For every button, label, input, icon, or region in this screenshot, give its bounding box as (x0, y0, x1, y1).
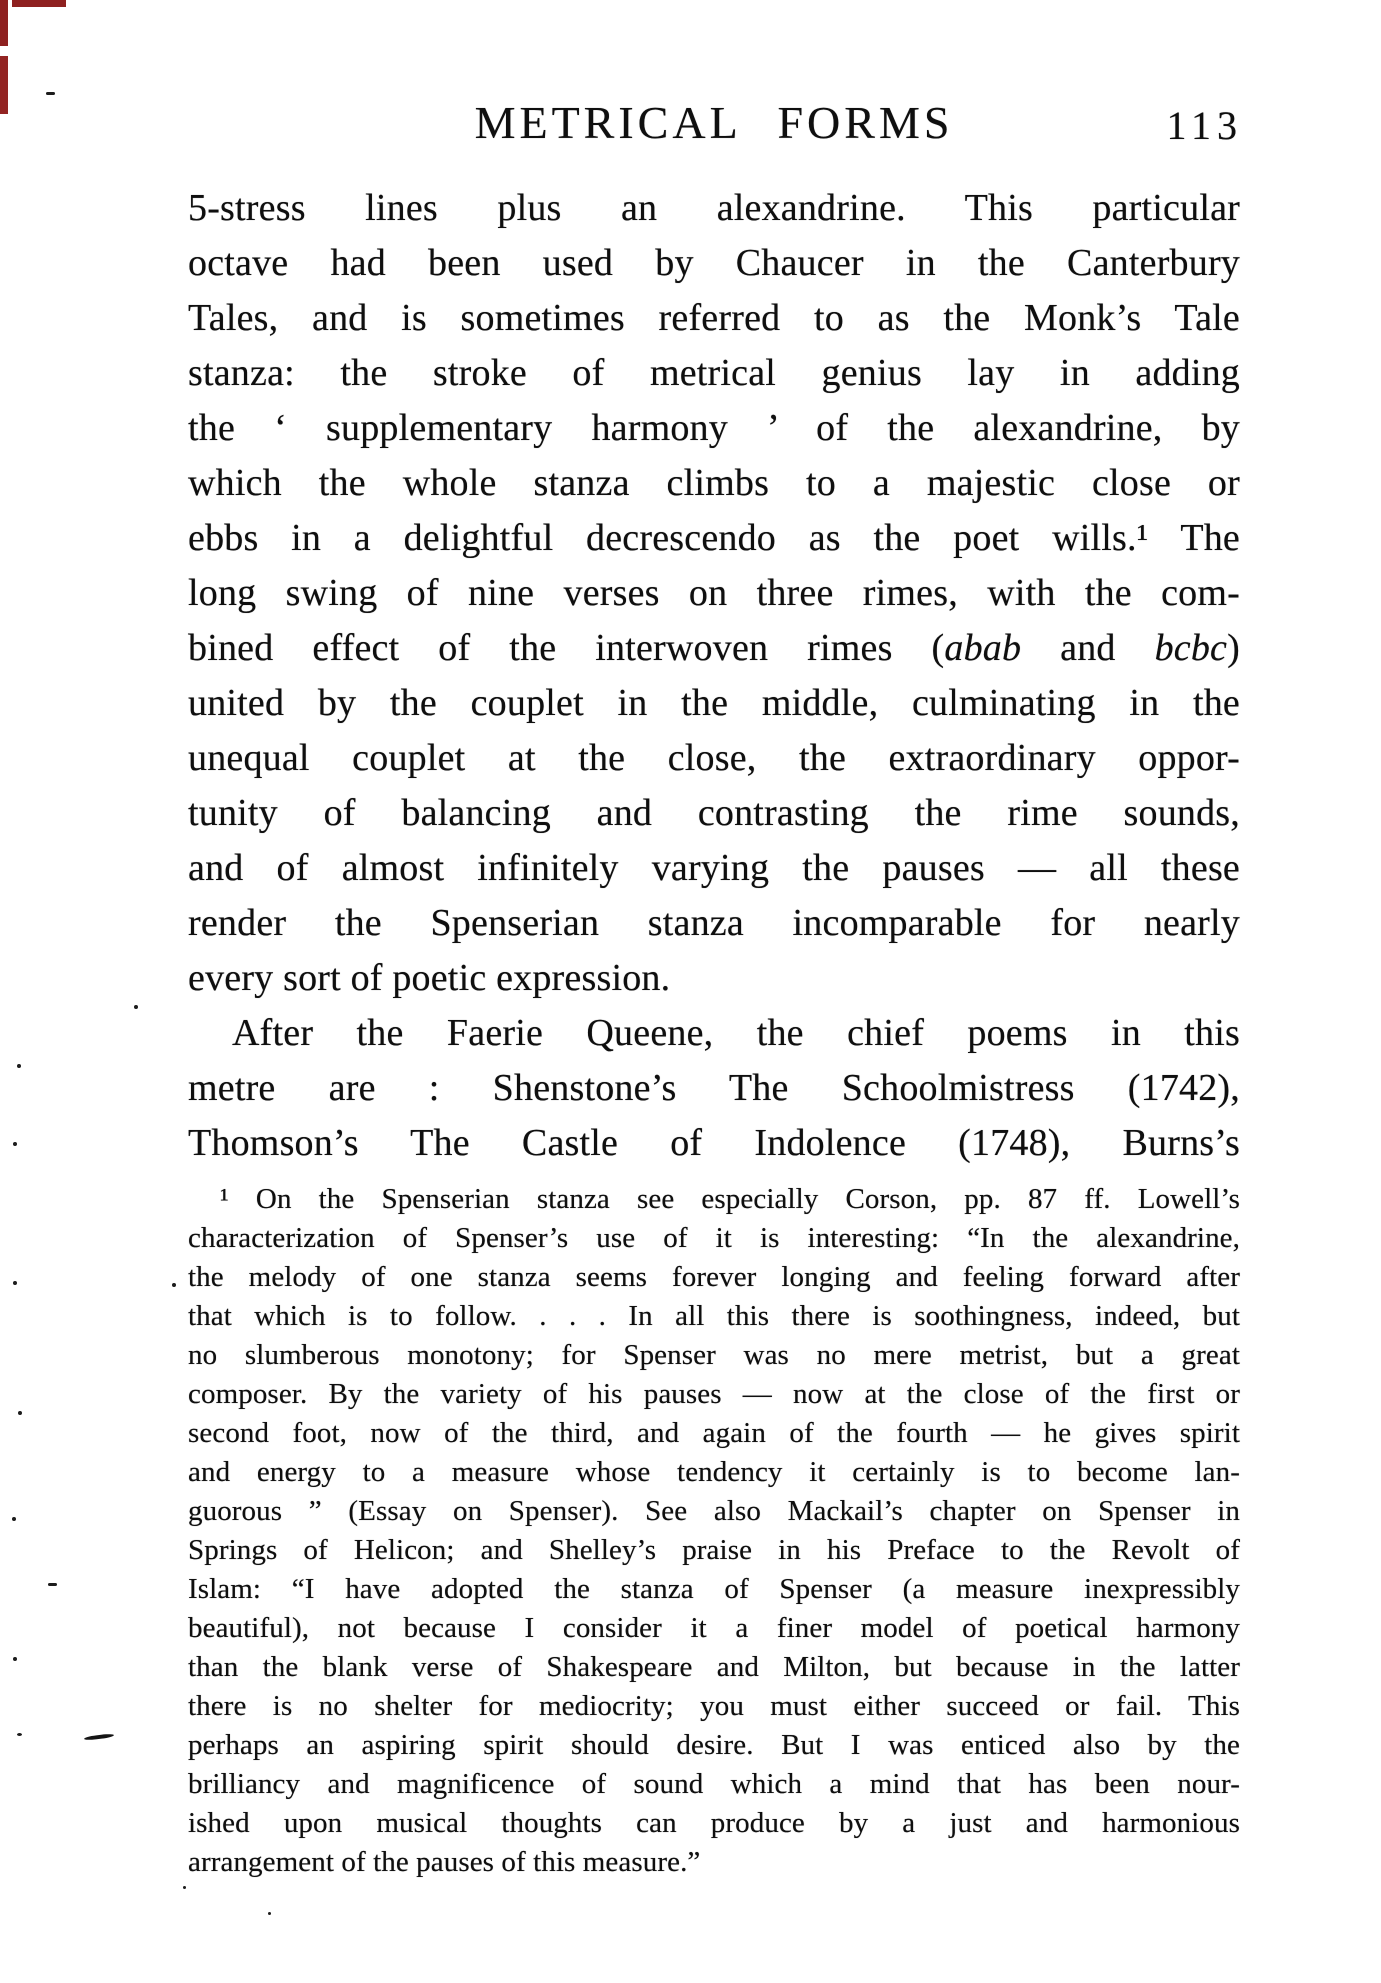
italic-text: bcbc (1154, 627, 1228, 669)
footnote-line: there is no shelter for mediocrity; you must either succeed or fail. This (188, 1690, 1240, 1722)
paragraph-1-line: united by the couplet in the middle, culminating in the (188, 682, 1240, 724)
scan-speck (46, 92, 55, 95)
scan-speck (17, 1733, 22, 1736)
footnote-line: guorous ” (Essay on Spenser). See also Mackail’s chapter on Spenser in (188, 1495, 1240, 1527)
footnote-line: than the blank verse of Shakespeare and Milton, but because in the latter (188, 1651, 1240, 1683)
footnote-line: characterization of Spenser’s use of it is interesting: “In the alexandrine, (188, 1222, 1240, 1254)
scan-speck (134, 1005, 138, 1009)
footnote-line: that which is to follow. . . . In all this there is soothingness, indeed, but (188, 1300, 1240, 1332)
footnote-line: second foot, now of the third, and again of the fourth — he gives spirit (188, 1417, 1240, 1449)
footnote-line: beautiful), not because I consider it a finer model of poetical harmony (188, 1612, 1240, 1644)
scan-speck (13, 1142, 17, 1146)
paragraph-1-line: every sort of poetic expression. (188, 957, 671, 999)
footnote-line: Islam: “I have adopted the stanza of Spenser (a measure inexpressibly (188, 1573, 1240, 1605)
running-head-title: METRICAL FORMS (474, 97, 954, 148)
scan-speck (13, 1657, 17, 1661)
scan-speck (13, 1281, 17, 1285)
footnote-line: brilliancy and magnificence of sound which a mind that has been nour- (188, 1768, 1240, 1800)
footnote-line: perhaps an aspiring spirit should desire. But I was enticed also by the (188, 1729, 1240, 1761)
scan-speck (18, 1411, 22, 1415)
scan-speck (183, 1886, 186, 1889)
paragraph-1-line: 5-stress lines plus an alexandrine. This particular (188, 187, 1240, 229)
footnote-line: no slumberous monotony; for Spenser was no mere metrist, but a great (188, 1339, 1240, 1371)
scan-speck (12, 1517, 16, 1521)
footnote-line: ¹ On the Spenserian stanza see especially Corson, pp. 87 ff. Lowell’s (220, 1183, 1240, 1215)
paragraph-1-line: tunity of balancing and contrasting the rime sounds, (188, 792, 1240, 834)
scan-edge-artifact (0, 0, 8, 46)
paragraph-1-line: which the whole stanza climbs to a majestic close or (188, 462, 1240, 504)
scan-pen-mark (84, 1733, 114, 1741)
paragraph-1-line: Tales, and is sometimes referred to as the Monk’s Tale (188, 297, 1240, 339)
scan-edge-artifact (0, 56, 8, 114)
body-text (188, 181, 1240, 1171)
paragraph-2-line: After the Faerie Queene, the chief poems in this (232, 1012, 1240, 1054)
scan-edge-artifact (12, 0, 66, 7)
italic-text: abab (944, 627, 1022, 669)
scan-speck (172, 1283, 176, 1287)
paragraph-1-line: ebbs in a delightful decrescendo as the poet wills.¹ The (188, 517, 1240, 559)
page-number: 113 (1166, 103, 1243, 148)
footnote-line: ished upon musical thoughts can produce by a just and harmonious (188, 1807, 1240, 1839)
paragraph-1-line: the ‘ supplementary harmony ’ of the alexandrine, by (188, 407, 1240, 449)
paragraph-2-line: Thomson’s The Castle of Indolence (1748), Burns’s (188, 1122, 1240, 1164)
scan-speck (268, 1912, 271, 1915)
footnote-line: arrangement of the pauses of this measure.” (188, 1846, 701, 1878)
paragraph-1-line: octave had been used by Chaucer in the Canterbury (188, 242, 1240, 284)
footnote (188, 1180, 1240, 1882)
footnote-line: Springs of Helicon; and Shelley’s praise in his Preface to the Revolt of (188, 1534, 1240, 1566)
paragraph-1-line: stanza: the stroke of metrical genius lay in adding (188, 352, 1240, 394)
paragraph-1-line: unequal couplet at the close, the extraordinary oppor- (188, 737, 1240, 779)
paragraph-1-line: and of almost infinitely varying the pauses — all these (188, 847, 1240, 889)
paragraph-1-line: long swing of nine verses on three rimes, with the com- (188, 572, 1240, 614)
footnote-line: and energy to a measure whose tendency it certainly is to become lan- (188, 1456, 1240, 1488)
footnote-line: the melody of one stanza seems forever longing and feeling forward after (188, 1261, 1240, 1293)
footnote-line: composer. By the variety of his pauses — now at the close of the first or (188, 1378, 1240, 1410)
paragraph-2-line: metre are : Shenstone’s The Schoolmistress (1742), (188, 1067, 1240, 1109)
text-segment: bined effect of the interwoven rimes ( (188, 627, 945, 669)
text-segment: and (1021, 627, 1155, 669)
scan-speck (48, 1583, 57, 1586)
text-segment: ) (1227, 627, 1240, 669)
paragraph-1-line: render the Spenserian stanza incomparable for nearly (188, 902, 1240, 944)
paragraph-1-line (188, 621, 1240, 676)
scan-speck (17, 1064, 21, 1068)
